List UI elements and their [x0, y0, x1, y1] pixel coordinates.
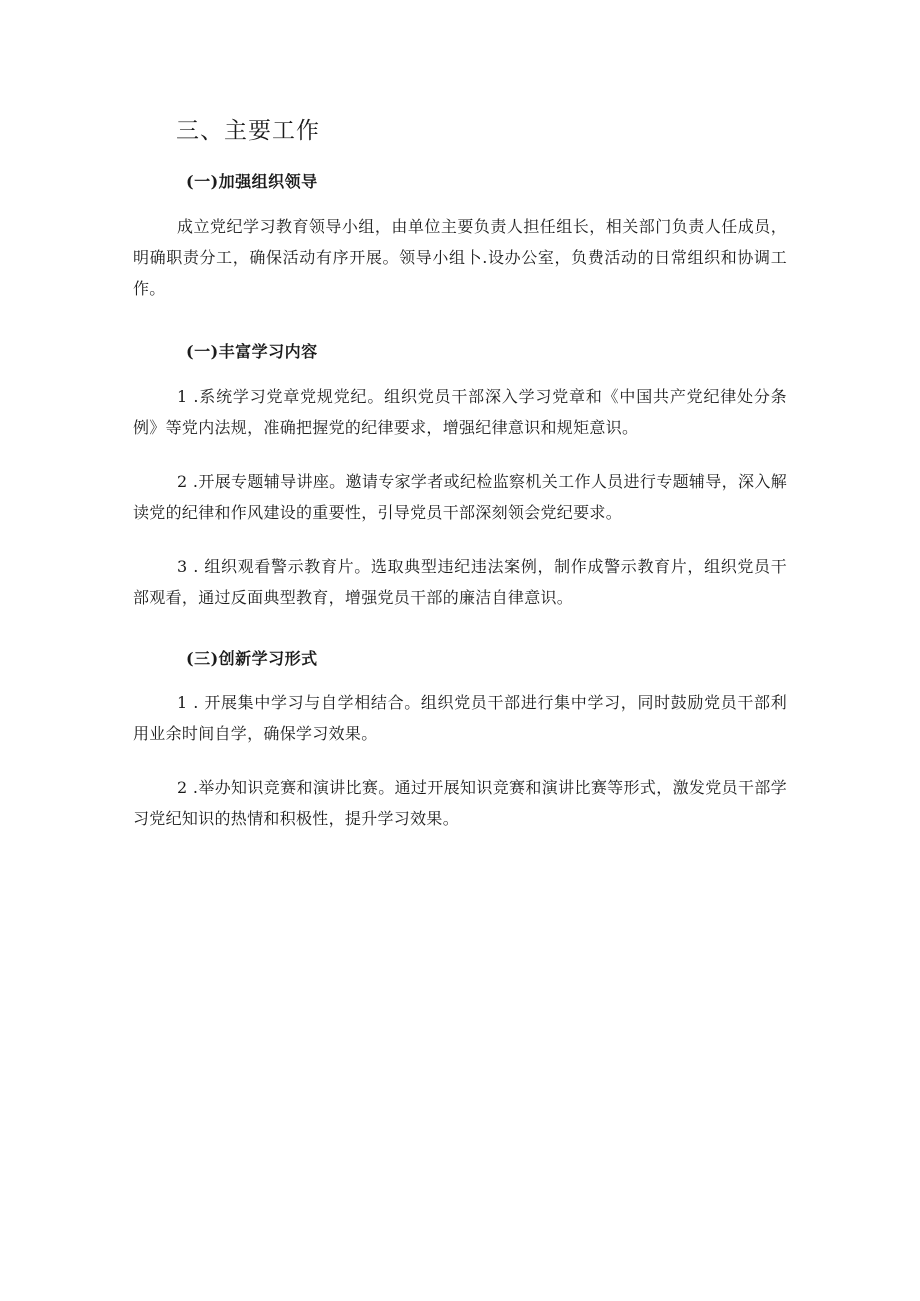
paragraph-content-item-1: 1 .系统学习党章党规党纪。组织党员干部深入学习党章和《中国共产党纪律处分条例》等党内法规，准确把握党的纪律要求，增强纪律意识和规矩意识。 — [133, 387, 787, 437]
paragraph-content-item-3: 3 . 组织观看警示教育片。选取典型违纪违法案例，制作成警示教育片，组织党员干部观看，通过反面典型教育，增强党员干部的廉洁自律意识。 — [133, 557, 787, 607]
paragraph-forms-item-1: 1 . 开展集中学习与自学相结合。组织党员干部进行集中学习，同时鼓励党员干部利用业余时间自学，确保学习效果。 — [133, 693, 787, 743]
section-title: 三、主要工作 — [176, 118, 320, 144]
paragraph-content-item-2: 2 .开展专题辅导讲座。邀请专家学者或纪检监察机关工作人员进行专题辅导，深入解读党的纪律和作风建设的重要性，引导党员干部深刻领会党纪要求。 — [133, 472, 787, 522]
subtitle-strengthen-leadership: (一)加强组织领导 — [186, 172, 318, 191]
paragraph-leadership-group: 成立党纪学习教育领导小组，由单位主要负责人担任组长，相关部门负责人任成员，明确职责分工，确保活动有序开展。领导小组卜.设办公室，负费活动的日常组织和协调工作。 — [133, 217, 787, 298]
subtitle-innovate-forms: (三)创新学习形式 — [186, 649, 318, 668]
subtitle-enrich-content: (一)丰富学习内容 — [186, 342, 318, 361]
paragraph-forms-item-2: 2 .举办知识竞赛和演讲比赛。通过开展知识竞赛和演讲比赛等形式，激发党员干部学习党纪知识的热情和积极性，提升学习效果。 — [133, 778, 787, 828]
